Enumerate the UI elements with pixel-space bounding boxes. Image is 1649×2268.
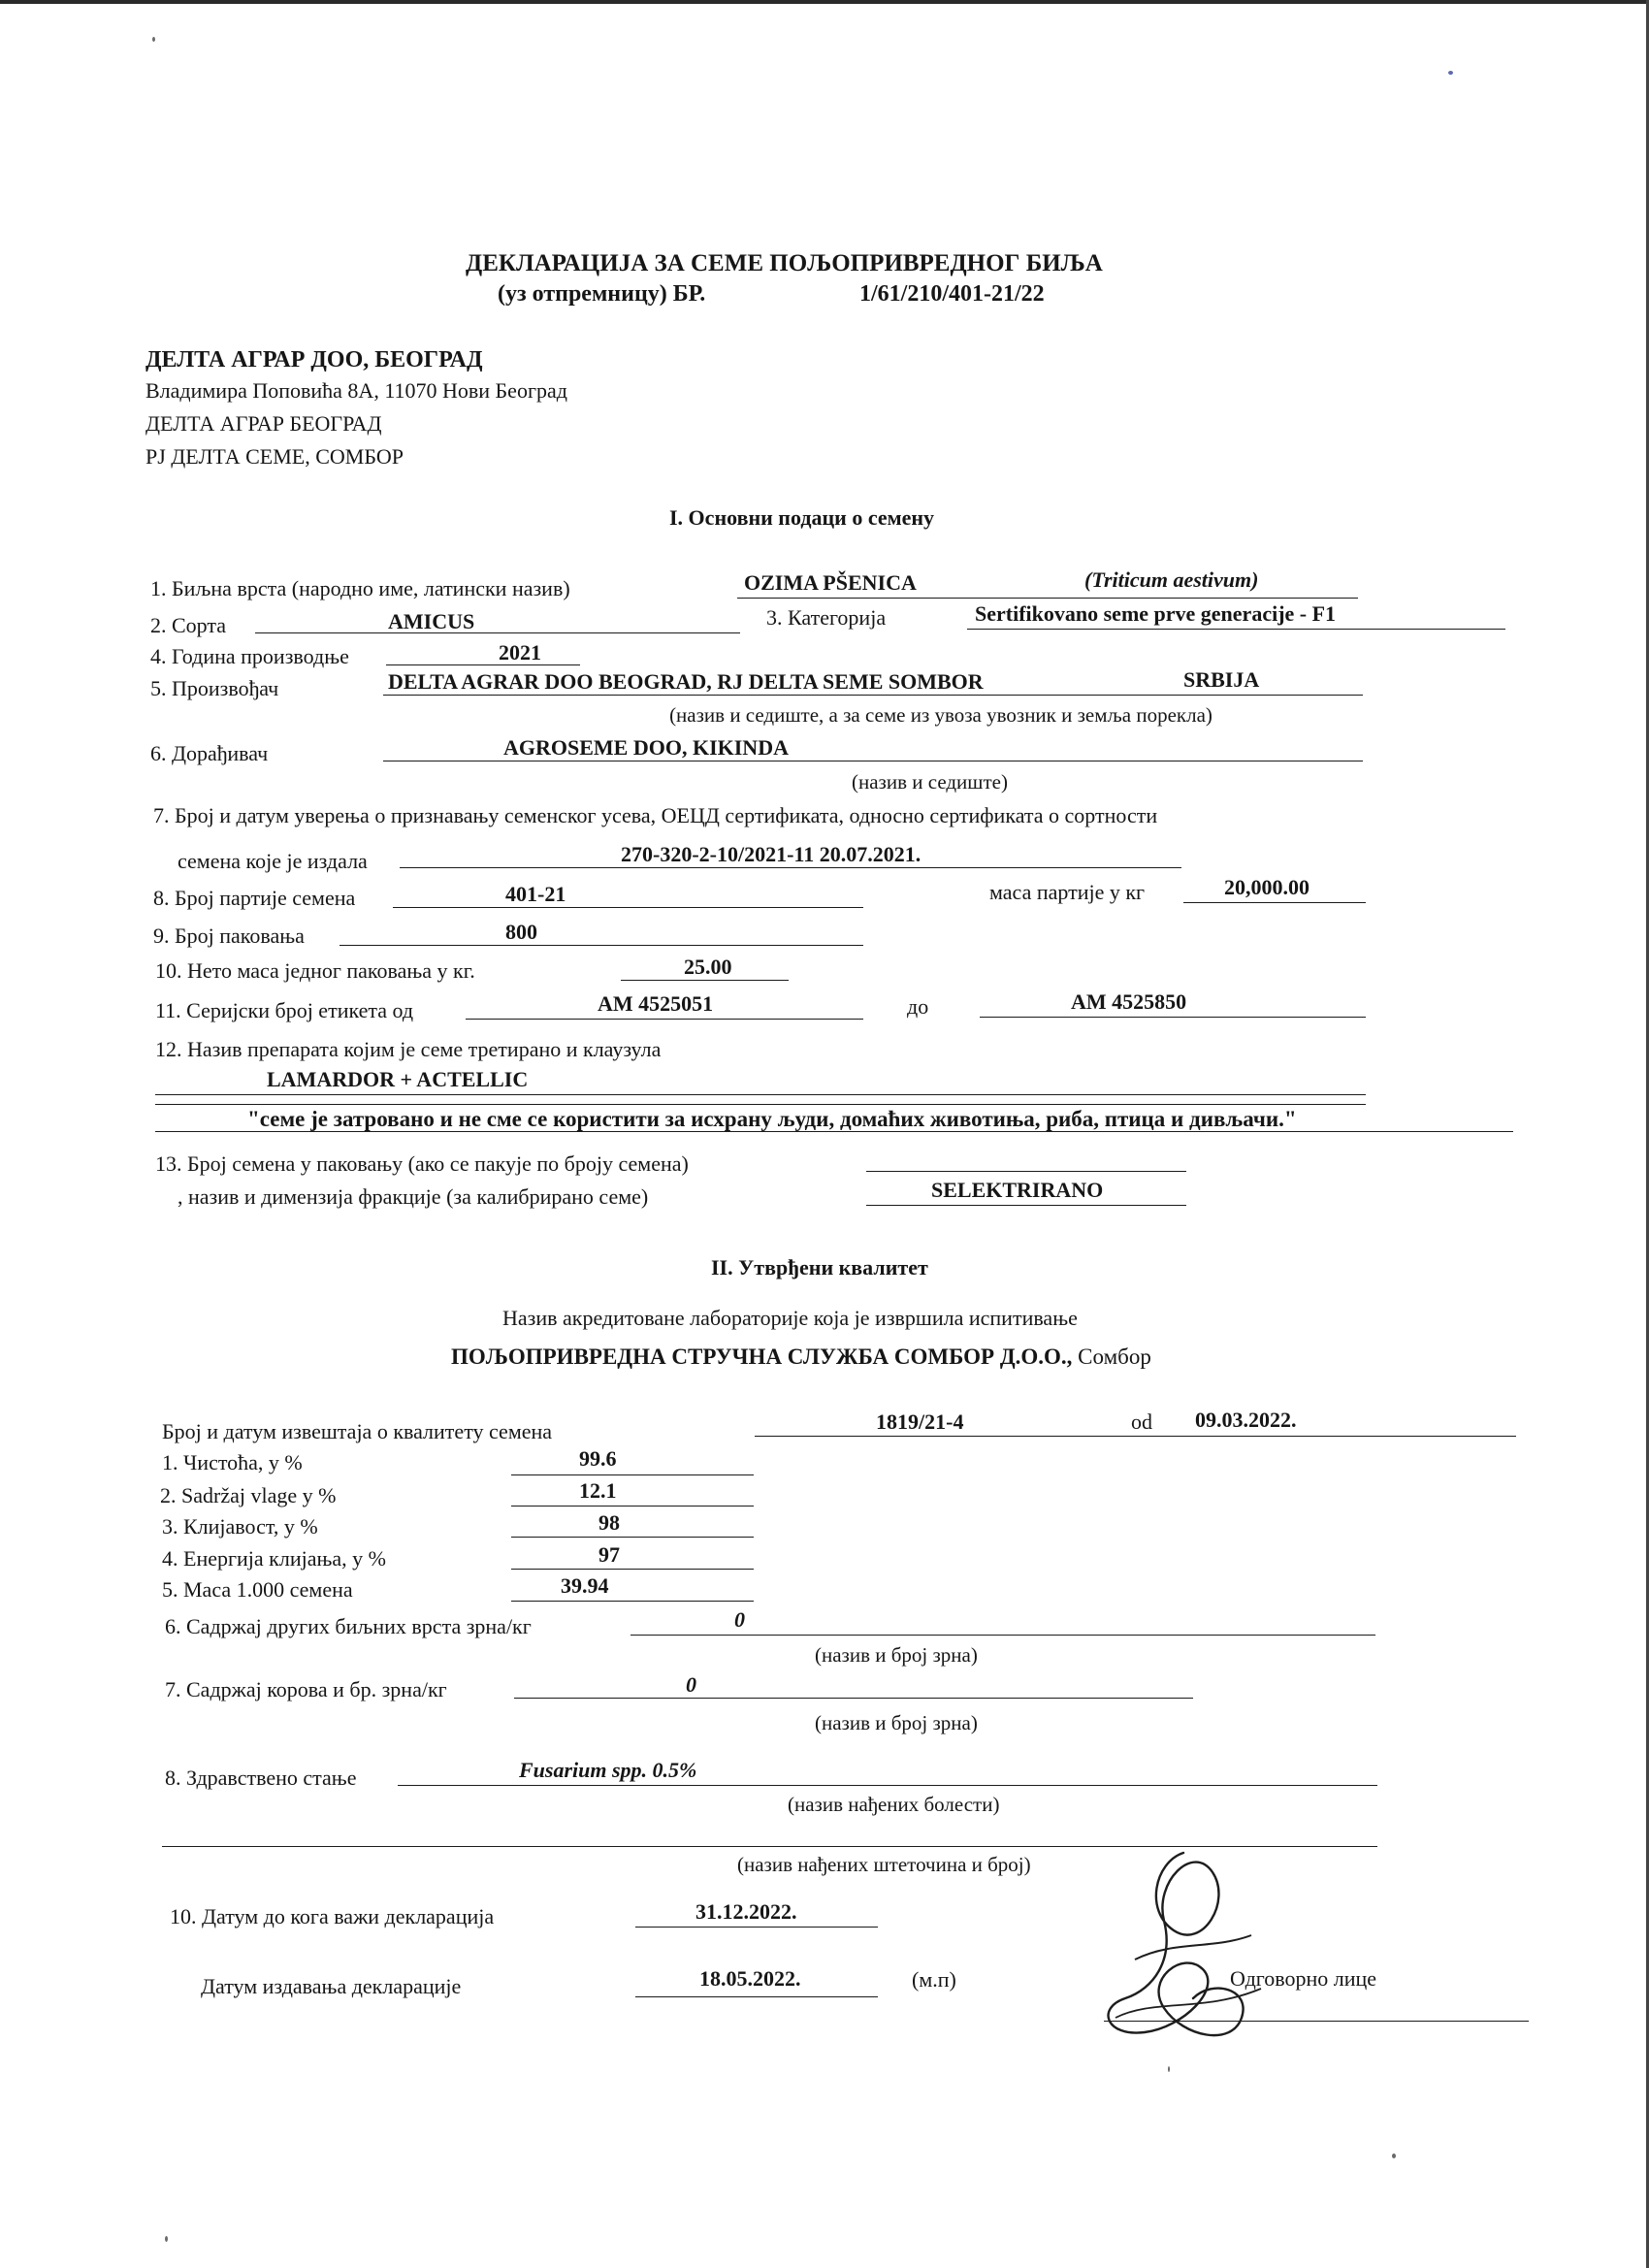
field-8-label: 8. Број партије семена <box>153 886 356 910</box>
issue-underline <box>635 1996 878 1997</box>
q8-label: 8. Здравствено стање <box>165 1766 357 1790</box>
q9-hint: (назив нађених штеточина и број) <box>737 1853 1031 1876</box>
document-title: ДЕКЛАРАЦИЈА ЗА СЕМЕ ПОЉОПРИВРЕДНОГ БИЉА <box>466 250 1103 276</box>
report-underline <box>755 1436 1516 1437</box>
field-2-value: AMICUS <box>388 609 475 633</box>
field-5-underline <box>383 695 1363 696</box>
field-1-underline <box>737 598 1358 599</box>
field-1-latin: (Triticum aestivum) <box>1084 567 1259 592</box>
issue-label: Датум издавања декларације <box>201 1974 462 1998</box>
field-5-value: DELTA AGRAR DOO BEOGRAD, RJ DELTA SEME SOMBOR <box>388 669 984 694</box>
field-3-label: 3. Категорија <box>766 605 887 630</box>
field-13-underline-b <box>866 1205 1186 1206</box>
company-address: Владимира Поповића 8А, 11070 Нови Београд <box>146 378 567 403</box>
q6-value: 0 <box>734 1607 745 1632</box>
field-10-underline <box>621 980 789 981</box>
lab-label: Назив акредитоване лабораторије која је извршила испитивање <box>502 1306 1078 1330</box>
q1-label: 1. Чистоћа, у % <box>162 1450 303 1474</box>
q7-value: 0 <box>686 1672 696 1697</box>
q1-underline <box>511 1474 754 1475</box>
q8-underline <box>398 1785 1377 1786</box>
field-4-value: 2021 <box>499 640 541 664</box>
field-8-mass-underline <box>1183 902 1366 903</box>
report-od: od <box>1131 1409 1152 1434</box>
q6-underline <box>630 1635 1375 1636</box>
section-2-title: II. Утврђени квалитет <box>711 1255 928 1280</box>
section-1-title: I. Основни подаци о семену <box>669 505 935 530</box>
field-8-value: 401-21 <box>505 882 566 906</box>
field-12-value: LAMARDOR + ACTELLIC <box>267 1067 529 1091</box>
document-subtitle: (уз отпремницу) БР. <box>498 281 706 307</box>
field-5-hint: (назив и седиште, а за семе из увоза увозник и земља порекла) <box>669 703 1212 727</box>
q8-value: Fusarium spp. 0.5% <box>519 1758 697 1782</box>
scan-speck <box>165 2236 168 2242</box>
q7-hint: (назив и број зрна) <box>815 1711 978 1734</box>
field-1-value: OZIMA PŠENICA <box>744 570 917 595</box>
field-6-label: 6. Дорађивач <box>150 741 269 765</box>
document-number: 1/61/210/401-21/22 <box>859 281 1045 307</box>
field-11-to-underline <box>980 1017 1366 1018</box>
report-date: 09.03.2022. <box>1195 1408 1297 1432</box>
field-5-label: 5. Произвођач <box>150 676 279 700</box>
stamp-label: (м.п) <box>912 1967 956 1992</box>
q8-hint: (назив нађених болести) <box>788 1793 1000 1816</box>
field-12-underline <box>155 1094 1366 1095</box>
q2-value: 12.1 <box>579 1478 617 1503</box>
field-11-to: AM 4525850 <box>1071 989 1187 1014</box>
q5-value: 39.94 <box>561 1573 609 1598</box>
field-7-label-a: 7. Број и датум уверења о признавању семенског усева, ОЕЦД сертификата, односно сертификата о сортности <box>153 803 1158 827</box>
field-8-mass-label: маса партије у кг <box>989 880 1146 904</box>
field-10-value: 25.00 <box>684 955 732 979</box>
q7-underline <box>514 1698 1193 1699</box>
q10-underline <box>635 1927 878 1928</box>
q1-value: 99.6 <box>579 1446 617 1471</box>
field-12-clause: "семе је затровано и не сме се користити за исхрану људи, домаћих животиња, риба, птица и дивљачи." <box>247 1107 1297 1131</box>
field-7-label-b: семена које је издала <box>178 849 368 873</box>
field-9-value: 800 <box>505 920 537 944</box>
q3-value: 98 <box>598 1510 620 1535</box>
q5-label: 5. Маса 1.000 семена <box>162 1577 353 1602</box>
scan-speck <box>1448 71 1453 75</box>
field-2-underline <box>255 632 740 633</box>
field-13-underline-a <box>866 1171 1186 1172</box>
responsible-label: Одговорно лице <box>1230 1966 1377 1991</box>
q5-underline <box>511 1601 754 1602</box>
q3-label: 3. Клијавост, у % <box>162 1514 318 1539</box>
field-8-mass-value: 20,000.00 <box>1224 875 1310 899</box>
field-12-clause-underline <box>155 1131 1513 1132</box>
scan-top-edge <box>0 0 1649 4</box>
q4-underline <box>511 1569 754 1570</box>
scan-speck <box>1392 2154 1396 2158</box>
field-1-label: 1. Биљна врста (народно име, латински назив) <box>150 576 570 600</box>
q2-label: 2. Sadržaj vlage у % <box>160 1483 337 1507</box>
field-4-label: 4. Година производње <box>150 644 349 668</box>
q4-value: 97 <box>598 1542 620 1567</box>
field-13-value: SELEKTRIRANO <box>931 1178 1104 1202</box>
field-13-label-a: 13. Број семена у паковању (ако се пакује по броју семена) <box>155 1151 689 1176</box>
field-6-value: AGROSEME DOO, KIKINDA <box>503 735 789 760</box>
issue-value: 18.05.2022. <box>699 1966 801 1991</box>
field-11-from: AM 4525051 <box>598 991 714 1016</box>
field-5-country: SRBIJA <box>1183 667 1260 692</box>
field-2-label: 2. Сорта <box>150 613 227 637</box>
q6-label: 6. Садржај других биљних врста зрна/кг <box>165 1614 532 1638</box>
lab-name: ПОЉОПРИВРЕДНА СТРУЧНА СЛУЖБА СОМБОР Д.О.О., <box>451 1345 1073 1369</box>
field-12-label: 12. Назив препарата којим је семе третирано и клаузула <box>155 1037 662 1061</box>
q4-label: 4. Енергија клијања, у % <box>162 1546 386 1571</box>
field-3-value: Sertifikovano seme prve generacije - F1 <box>975 601 1337 626</box>
field-7-underline <box>400 867 1181 868</box>
field-10-label: 10. Нето маса једног паковања у кг. <box>155 958 475 983</box>
field-3-underline <box>967 629 1505 630</box>
field-6-hint: (назив и седиште) <box>852 770 1008 794</box>
lab-name-line <box>451 1345 1151 1368</box>
field-11-to-label: до <box>907 994 929 1019</box>
field-9-underline <box>340 945 863 946</box>
field-12-underline-2 <box>155 1104 1366 1105</box>
company-line-4: РЈ ДЕЛТА СЕМЕ, СОМБОР <box>146 444 404 469</box>
field-8-underline <box>393 907 863 908</box>
q2-underline <box>511 1506 754 1507</box>
field-11-label: 11. Серијски број етикета од <box>155 998 414 1022</box>
field-4-underline <box>386 664 580 665</box>
q3-underline <box>511 1537 754 1538</box>
company-line-3: ДЕЛТА АГРАР БЕОГРАД <box>146 411 382 436</box>
company-name: ДЕЛТА АГРАР ДОО, БЕОГРАД <box>146 347 483 373</box>
q7-label: 7. Садржај корова и бр. зрна/кг <box>165 1677 447 1701</box>
lab-city: Сомбор <box>1078 1345 1151 1369</box>
scan-speck <box>152 37 155 42</box>
report-label: Број и датум извештаја о квалитету семена <box>162 1419 553 1443</box>
field-9-label: 9. Број паковања <box>153 923 305 948</box>
field-13-label-b: , назив и димензија фракције (за калибрирано семе) <box>178 1184 649 1209</box>
q6-hint: (назив и број зрна) <box>815 1643 978 1667</box>
q10-label: 10. Датум до кога важи декларација <box>170 1904 495 1928</box>
report-number: 1819/21-4 <box>876 1409 964 1434</box>
field-11-from-underline <box>466 1019 863 1020</box>
signature <box>1096 1843 1271 2076</box>
field-7-value: 270-320-2-10/2021-11 20.07.2021. <box>621 842 922 866</box>
q10-value: 31.12.2022. <box>695 1899 797 1924</box>
